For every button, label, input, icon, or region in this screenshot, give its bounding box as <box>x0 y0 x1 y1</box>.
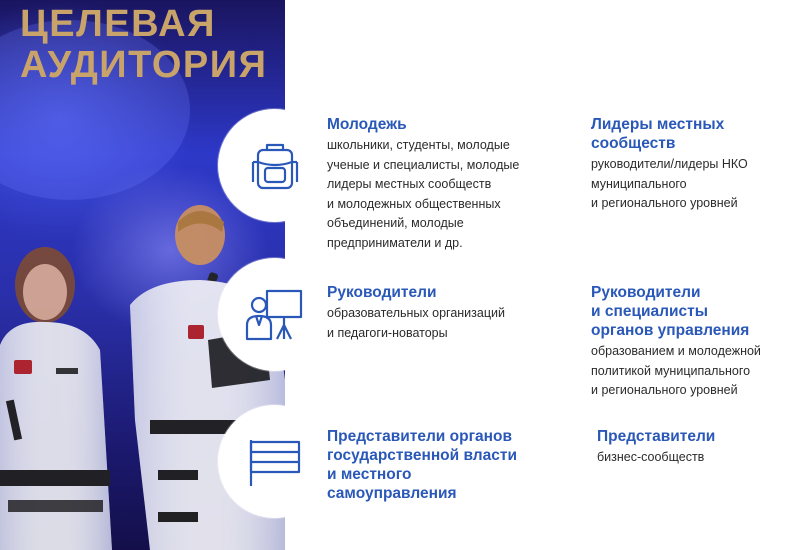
group-heading: Молодежь <box>327 116 407 133</box>
group-heading: Руководители <box>327 284 437 301</box>
group-local-leaders <box>591 115 791 214</box>
backpack-icon <box>247 138 303 194</box>
group-heading: Руководители и специалисты органов управления <box>591 284 750 339</box>
group-business <box>597 427 787 468</box>
group-government <box>327 427 567 503</box>
group-heading: Лидеры местных сообществ <box>591 116 725 152</box>
icon-circle-government <box>218 405 331 518</box>
presenter-icon <box>243 285 307 345</box>
group-description: школьники, студенты, молодые ученые и специалисты, молодые лидеры местных сообществ и молодежных общественных объединений, молодые предприниматели и др. <box>327 138 520 250</box>
group-description: образовательных организаций и педагоги-новаторы <box>327 306 505 340</box>
left-person <box>0 247 112 550</box>
flag-icon <box>245 434 305 490</box>
icon-circle-leaders <box>218 258 331 371</box>
group-heading: Представители <box>597 428 716 445</box>
group-description: образованием и молодежной политикой муниципального и регионального уровней <box>591 344 761 397</box>
page-title: ЦЕЛЕВАЯ АУДИТОРИЯ <box>20 3 268 86</box>
icon-circle-youth <box>218 109 331 222</box>
group-youth <box>327 115 567 253</box>
group-management-specialists <box>591 283 795 401</box>
group-description: руководители/лидеры НКО муниципального и регионального уровней <box>591 157 748 210</box>
group-description: бизнес-сообществ <box>597 450 705 464</box>
group-heading: Представители органов государственной власти и местного самоуправления <box>327 428 518 502</box>
group-heads <box>327 283 567 343</box>
